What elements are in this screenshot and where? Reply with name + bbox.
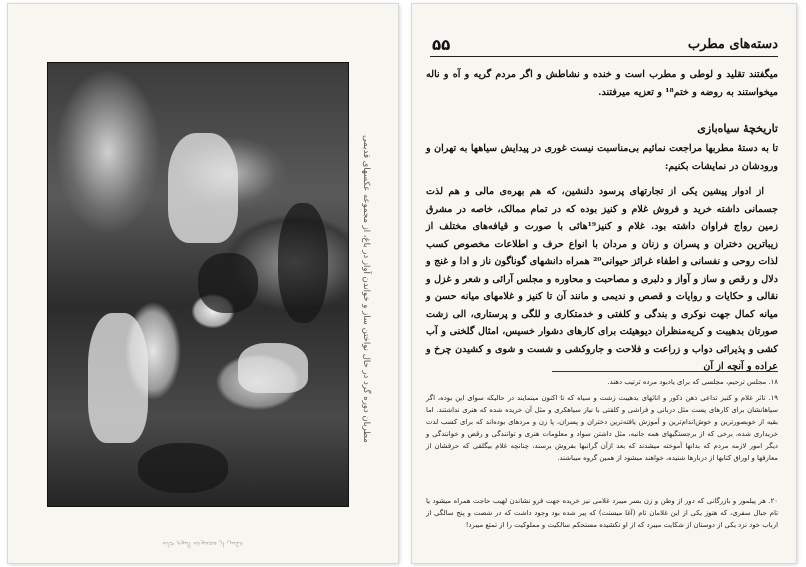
photo-shadow	[138, 443, 228, 493]
photo-figure	[88, 313, 148, 443]
photo-shadow	[278, 203, 328, 323]
paragraph: از ادوار پیشین یکی از تجارتهای پرسود دلنشین، که هم بهره‌ی مالی و هم لذت جسمانی داشته خرید و فروش غلام و کنیز بوده که در تمام ممالک، خاصه در مشرق زمین رواج فراوان داشته بود. غلام و کنیز¹⁹هائی با صورت و قیافه‌های مختلف از زیباترین دختران و پسران و زنان و مردان با انواع حرف و اطلاعات مخصوص کسب لذات روحی و نفسانی و اطفاء غرائز حیوانی²⁰ همراه دانشهای گوناگون ناز و ادا و غنج و دلال و رقص و ساز و آواز و دلبری و مصاحبت و محاوره و مجلس آرائی و شعر و غزل و نقالی و حکایات و روایات و قصص و ندیمی و مانند آن تا کنیز و غلامهای میانه حسن و میانه کمال جهت نوکری و بندگی و کلفتی و خدمتکاری و للگی و پرستاری، الی زشت صورتان بدهیبت و کریه‌منظران دیوهیئت برای کارهای دشوار خسیس، امثال گلخنی و آب کشی و پذیرائی دواب و زراعت و فلاحت و جاروکشی و شست و شوی و کشیدن چرخ و عراده و آنچه از آن	[426, 186, 778, 372]
photo-figure	[238, 343, 308, 393]
page-header	[430, 34, 778, 57]
running-title: دسته‌های مطرب	[687, 37, 778, 52]
paragraph: تا به دستهٔ مطربها مراجعت نمائیم بی‌مناسبت نیست غوری در پیدایش سیاهها به تهران و ورودشان در نمایشات بکنیم:	[426, 143, 778, 172]
photo-shadow	[198, 253, 258, 313]
bleed-through-text: عکس از مجموعه آلبوم خانه	[162, 540, 244, 548]
page-number: ۵۵	[432, 36, 451, 54]
footnote-18: ۱۸. مجلس ترحیم، مجلسی که برای یادبود مرده ترتیب دهند.	[607, 378, 778, 386]
footnote-divider	[552, 371, 778, 372]
footnote-20: ۲۰. هر پیلمور و بازرگانی که دور از وطن و زن بسر میبرد غلامی نیز خریده جهت فرو نشاندن لهیب حاجت همراه میشود یا تام جبال سفری، که هنوز یکی از این غلامان تام (آغا میسنت) که پیر شده بود وجود داشت که در شصت و پنج سالگی از ارباب خود نزد یکی از دوستان از شکایت میبرد که از او نکشیده مستحکم سالکیت و مملوکیت را از تمتع میبرد!	[426, 497, 778, 529]
photo-figure	[168, 133, 238, 243]
photo-caption	[356, 74, 376, 504]
photo-caption-text: مطربان دوره گرد در حال نواختن ساز و خواندن آواز در باغ، از مجموعه عکسهای قدیمی	[361, 135, 371, 443]
historic-photograph	[47, 62, 349, 507]
paragraph: میگفتند تقلید و لوطی و مطرب است و خنده و نشاطش و اگر مردم گریه و آه و ناله میخواستند به روضه و ختم¹⁸ و تعزیه میرفتند.	[426, 69, 778, 98]
footnote-19: ۱۹. تاثر غلام و کنیز تداعی ذهن ذکور و اناثهای بدهیبت زشت و سیاه که تا اکنون مینمایند در حالیکه سوای این بوده، اگر سیاهانشان برای کارهای پست مثل دربانی و فراشی و کلفتی با نیاز سیاهکری و مثل آن خریده شده که هنری نداشتند. اما بقیه از خوبصورترین و خوش‌اندام‌ترین و آموزش یافته‌ترین دختران و پسران، پا زن و مردهای بوده‌اند که برای کسب لذت خریداری شده، برخی که از برجستگیهای همه جانبه، مثل داشتن سواد و معلومات هنری و توانندگی و رقص و خوانندگی و دیگر امور لازمه مردم که بدانها آموخته میشدند که بعد ازآن گرانبها بفروش برسند، چنانچه غلام بیگلقی که حرفشان از معارفها و اوراق کتابها از دربارها شنیده، خواهند میشود از همین گروه میباشند.	[426, 394, 778, 462]
right-page	[412, 4, 796, 563]
section-heading: تاریخچهٔ سیاه‌بازی	[697, 122, 778, 135]
left-page	[8, 4, 398, 563]
